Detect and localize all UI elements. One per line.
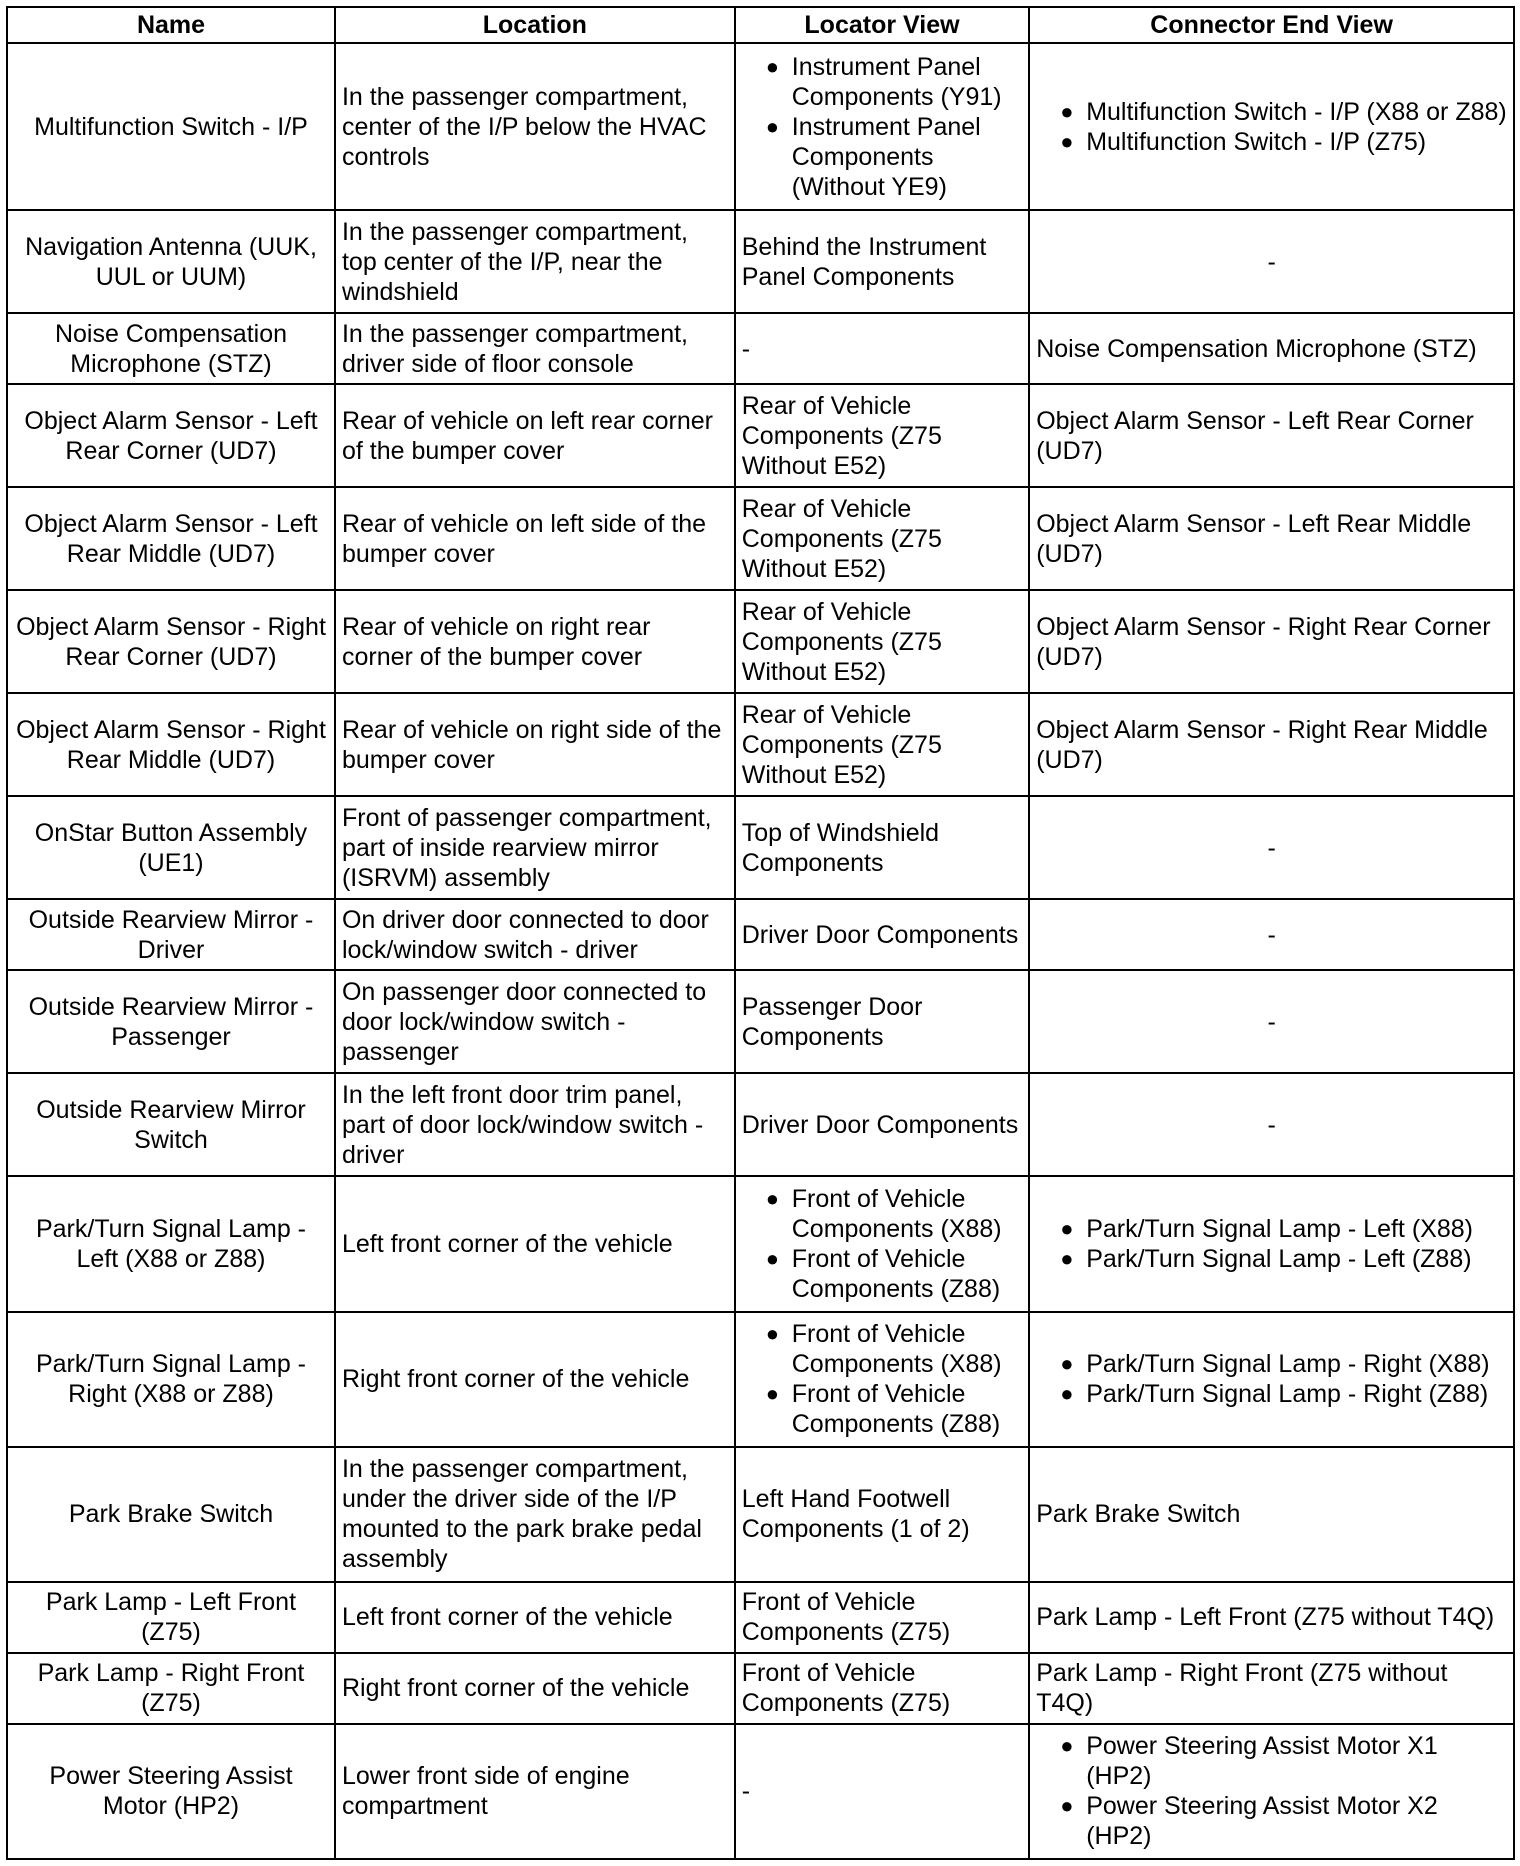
bullet-list xyxy=(1036,1731,1507,1851)
cell-connector-end-view: - xyxy=(1029,210,1514,313)
bullet-item: ● Front of Vehicle Components (X88) xyxy=(766,1319,1022,1379)
cell-connector-end-view xyxy=(1029,1724,1514,1859)
table-row xyxy=(7,693,1514,796)
cell-location: Lower front side of engine compartment xyxy=(335,1724,735,1859)
table-row xyxy=(7,1073,1514,1176)
table-row xyxy=(7,1582,1514,1653)
cell-name: Park/Turn Signal Lamp - Right (X88 or Z88) xyxy=(7,1312,335,1447)
cell-location: Rear of vehicle on left side of the bumper cover xyxy=(335,487,735,590)
table-row xyxy=(7,384,1514,487)
table-row xyxy=(7,1312,1514,1447)
bullet-item: ● Multifunction Switch - I/P (X88 or Z88) xyxy=(1060,97,1507,127)
table-row xyxy=(7,1447,1514,1582)
cell-name: Multifunction Switch - I/P xyxy=(7,43,335,210)
bullet-item: ● Power Steering Assist Motor X1 (HP2) xyxy=(1060,1731,1507,1791)
bullet-list xyxy=(1036,1214,1507,1274)
cell-location: In the left front door trim panel, part of door lock/window switch - driver xyxy=(335,1073,735,1176)
header-connector-end-view: Connector End View xyxy=(1029,7,1514,43)
cell-connector-end-view: Object Alarm Sensor - Right Rear Corner (UD7) xyxy=(1029,590,1514,693)
cell-name: Power Steering Assist Motor (HP2) xyxy=(7,1724,335,1859)
cell-connector-end-view: Object Alarm Sensor - Left Rear Middle (UD7) xyxy=(1029,487,1514,590)
cell-name: Park Lamp - Left Front (Z75) xyxy=(7,1582,335,1653)
cell-name: Noise Compensation Microphone (STZ) xyxy=(7,313,335,384)
cell-connector-end-view xyxy=(1029,43,1514,210)
cell-locator-view xyxy=(735,43,1029,210)
cell-name: Outside Rearview Mirror - Driver xyxy=(7,899,335,970)
cell-location: On driver door connected to door lock/window switch - driver xyxy=(335,899,735,970)
cell-locator-view xyxy=(735,1176,1029,1311)
cell-location: In the passenger compartment, center of the I/P below the HVAC controls xyxy=(335,43,735,210)
cell-locator-view: Passenger Door Components xyxy=(735,970,1029,1073)
cell-name: Object Alarm Sensor - Right Rear Corner (UD7) xyxy=(7,590,335,693)
header-locator-view: Locator View xyxy=(735,7,1029,43)
cell-location: On passenger door connected to door lock/window switch - passenger xyxy=(335,970,735,1073)
cell-connector-end-view: - xyxy=(1029,796,1514,899)
bullet-item: ● Park/Turn Signal Lamp - Left (X88) xyxy=(1060,1214,1507,1244)
bullet-item: ● Park/Turn Signal Lamp - Left (Z88) xyxy=(1060,1244,1507,1274)
header-location: Location xyxy=(335,7,735,43)
cell-locator-view: Rear of Vehicle Components (Z75 Without E52) xyxy=(735,693,1029,796)
cell-locator-view xyxy=(735,1312,1029,1447)
cell-locator-view: Front of Vehicle Components (Z75) xyxy=(735,1653,1029,1724)
cell-name: Navigation Antenna (UUK, UUL or UUM) xyxy=(7,210,335,313)
cell-locator-view: - xyxy=(735,313,1029,384)
cell-name: Park Brake Switch xyxy=(7,1447,335,1582)
cell-name: Outside Rearview Mirror Switch xyxy=(7,1073,335,1176)
cell-locator-view: Behind the Instrument Panel Components xyxy=(735,210,1029,313)
component-location-table xyxy=(6,6,1515,1860)
cell-name: Park/Turn Signal Lamp - Left (X88 or Z88) xyxy=(7,1176,335,1311)
cell-name: OnStar Button Assembly (UE1) xyxy=(7,796,335,899)
table-row xyxy=(7,1653,1514,1724)
bullet-item: ● Front of Vehicle Components (X88) xyxy=(766,1184,1022,1244)
bullet-item: ● Park/Turn Signal Lamp - Right (Z88) xyxy=(1060,1379,1507,1409)
bullet-item: ● Front of Vehicle Components (Z88) xyxy=(766,1244,1022,1304)
table-row xyxy=(7,487,1514,590)
cell-location: Left front corner of the vehicle xyxy=(335,1582,735,1653)
table-row xyxy=(7,1176,1514,1311)
bullet-item: ● Instrument Panel Components (Without YE9) xyxy=(766,112,1022,202)
cell-locator-view: Front of Vehicle Components (Z75) xyxy=(735,1582,1029,1653)
cell-location: Right front corner of the vehicle xyxy=(335,1653,735,1724)
bullet-list xyxy=(742,1184,1022,1304)
table-row xyxy=(7,210,1514,313)
cell-location: In the passenger compartment, under the driver side of the I/P mounted to the park brake pedal assembly xyxy=(335,1447,735,1582)
bullet-item: ● Front of Vehicle Components (Z88) xyxy=(766,1379,1022,1439)
bullet-list xyxy=(1036,97,1507,157)
bullet-list xyxy=(742,52,1022,202)
table-body xyxy=(7,43,1514,1859)
cell-location: Rear of vehicle on right side of the bumper cover xyxy=(335,693,735,796)
bullet-item: ● Park/Turn Signal Lamp - Right (X88) xyxy=(1060,1349,1507,1379)
cell-location: In the passenger compartment, top center of the I/P, near the windshield xyxy=(335,210,735,313)
cell-connector-end-view: - xyxy=(1029,899,1514,970)
cell-locator-view: Driver Door Components xyxy=(735,1073,1029,1176)
table-row xyxy=(7,43,1514,210)
table-row xyxy=(7,1724,1514,1859)
cell-location: Front of passenger compartment, part of inside rearview mirror (ISRVM) assembly xyxy=(335,796,735,899)
bullet-item: ● Instrument Panel Components (Y91) xyxy=(766,52,1022,112)
cell-name: Object Alarm Sensor - Right Rear Middle (UD7) xyxy=(7,693,335,796)
cell-location: In the passenger compartment, driver side of floor console xyxy=(335,313,735,384)
cell-connector-end-view xyxy=(1029,1176,1514,1311)
cell-locator-view: Rear of Vehicle Components (Z75 Without E52) xyxy=(735,384,1029,487)
cell-connector-end-view: Object Alarm Sensor - Left Rear Corner (UD7) xyxy=(1029,384,1514,487)
cell-connector-end-view: Park Lamp - Right Front (Z75 without T4Q) xyxy=(1029,1653,1514,1724)
cell-name: Outside Rearview Mirror - Passenger xyxy=(7,970,335,1073)
bullet-item: ● Multifunction Switch - I/P (Z75) xyxy=(1060,127,1507,157)
cell-location: Left front corner of the vehicle xyxy=(335,1176,735,1311)
cell-connector-end-view: Noise Compensation Microphone (STZ) xyxy=(1029,313,1514,384)
table-row xyxy=(7,796,1514,899)
cell-name: Park Lamp - Right Front (Z75) xyxy=(7,1653,335,1724)
cell-locator-view: Left Hand Footwell Components (1 of 2) xyxy=(735,1447,1029,1582)
table-row xyxy=(7,313,1514,384)
cell-locator-view: Rear of Vehicle Components (Z75 Without E52) xyxy=(735,590,1029,693)
cell-locator-view: Rear of Vehicle Components (Z75 Without E52) xyxy=(735,487,1029,590)
cell-locator-view: Top of Windshield Components xyxy=(735,796,1029,899)
cell-name: Object Alarm Sensor - Left Rear Corner (UD7) xyxy=(7,384,335,487)
table-row xyxy=(7,899,1514,970)
cell-locator-view: - xyxy=(735,1724,1029,1859)
cell-connector-end-view xyxy=(1029,1312,1514,1447)
header-name: Name xyxy=(7,7,335,43)
cell-location: Right front corner of the vehicle xyxy=(335,1312,735,1447)
bullet-item: ● Power Steering Assist Motor X2 (HP2) xyxy=(1060,1791,1507,1851)
cell-connector-end-view: Park Brake Switch xyxy=(1029,1447,1514,1582)
cell-locator-view: Driver Door Components xyxy=(735,899,1029,970)
cell-name: Object Alarm Sensor - Left Rear Middle (UD7) xyxy=(7,487,335,590)
cell-connector-end-view: - xyxy=(1029,1073,1514,1176)
bullet-list xyxy=(1036,1349,1507,1409)
cell-connector-end-view: Object Alarm Sensor - Right Rear Middle (UD7) xyxy=(1029,693,1514,796)
cell-location: Rear of vehicle on left rear corner of the bumper cover xyxy=(335,384,735,487)
cell-connector-end-view: - xyxy=(1029,970,1514,1073)
table-row xyxy=(7,590,1514,693)
bullet-list xyxy=(742,1319,1022,1439)
cell-location: Rear of vehicle on right rear corner of the bumper cover xyxy=(335,590,735,693)
table-row xyxy=(7,970,1514,1073)
header-row xyxy=(7,7,1514,43)
cell-connector-end-view: Park Lamp - Left Front (Z75 without T4Q) xyxy=(1029,1582,1514,1653)
